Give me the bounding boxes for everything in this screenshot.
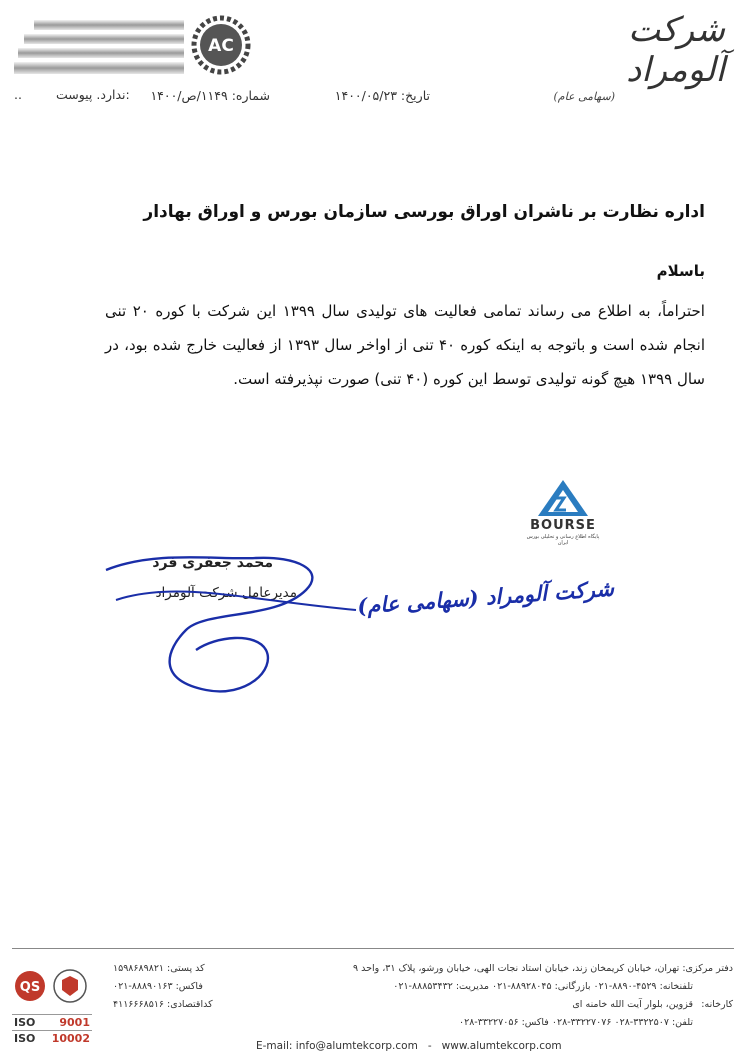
company-type: (سهامی عام) — [553, 90, 615, 103]
number-label: شماره: — [231, 88, 270, 103]
iso-label: ISO — [14, 1032, 36, 1045]
fax: فاکس: ۸۸۸۹۰۱۶۳-۰۲۱ — [113, 981, 203, 992]
iso-value: 9001 — [59, 1016, 90, 1029]
date-value: ۱۴۰۰/۰۵/۲۳ — [334, 88, 397, 103]
qs-logo-text: QS — [19, 980, 41, 995]
company-name: شرکت آلومراد — [626, 10, 725, 90]
iso-certifications — [12, 1014, 92, 1046]
footer-row-phones — [113, 978, 733, 996]
footer-divider — [12, 948, 734, 949]
factory-address: قزوین، بلوار آیت الله خامنه ای — [572, 999, 693, 1010]
website-link[interactable]: www.alumtekcorp.com — [441, 1040, 562, 1052]
body-paragraph: احتراماً، به اطلاع می رساند تمامی فعالیت های تولیدی سال ۱۳۹۹ این شرکت با کوره ۲۰ تنی انجام شده است و باتوجه به اینکه کوره ۴۰ تنی از اواخر سال ۱۳۹۳ از فعالیت خارج شده بود، در سال ۱۳۹۹ هیچ گونه تولیدی توسط این کوره (۴۰ تنی) صورت نپذیرفته است. — [105, 302, 705, 388]
ac-logo-text: AC — [208, 36, 234, 56]
reference-date — [335, 88, 430, 103]
footer-row-factory — [113, 996, 733, 1014]
signer-title: مدیرعامل شرکت آلومراد — [155, 585, 297, 601]
greeting: باسلام — [656, 262, 705, 280]
attachment-line — [14, 87, 130, 102]
bourse-caption: پایگاه اطلاع رسانی و تحلیلی بورس ایران — [526, 534, 600, 546]
metal-bars-graphic — [14, 16, 184, 80]
signer-name: محمد جعفری فرد — [152, 555, 273, 571]
recipient: اداره نظارت بر ناشران اوراق بورسی سازمان بورس و اوراق بهادار — [143, 202, 705, 222]
attachment-value: ..ندارد. — [14, 87, 126, 102]
footer-contact — [113, 960, 733, 1032]
email-link[interactable]: E-mail: info@alumtekcorp.com — [256, 1040, 418, 1052]
postal-code: کد پستی: ۱۵۹۸۶۸۹۸۲۱ — [113, 963, 205, 974]
factory-phones: تلفن: ۳۳۲۲۵۰۷-۰۲۸ ۳۳۲۲۷۰۷۶-۰۲۸ فاکس: ۳۳۲۲۷۰۵۶-۰۲۸ — [458, 1017, 693, 1028]
iso-label: ISO — [14, 1016, 36, 1029]
web-contact: E-mail: info@alumtekcorp.com - www.alumtekcorp.com — [256, 1040, 562, 1052]
date-label: تاریخ: — [400, 88, 430, 103]
stamp-text: شرکت آلومراد (سهامی عام) — [356, 575, 615, 619]
head-office-label: دفتر مرکزی: — [682, 963, 733, 974]
bourse-name: BOURSE — [530, 518, 596, 533]
bourse-logo — [518, 478, 608, 548]
head-office-address: تهران، خیابان کریمخان زند، خیابان استاد نجات الهی، خیابان ورشو، پلاک ۳۱، واحد ۹ — [352, 963, 680, 974]
number-value: ۱۱۴۹/ص/۱۴۰۰ — [150, 88, 228, 103]
company-logotype — [535, 10, 725, 102]
attachment-label: پیوست: — [55, 87, 130, 102]
iso-value: 10002 — [51, 1032, 90, 1045]
iso-row — [12, 1014, 92, 1030]
footer-row-factory-phones — [113, 1014, 733, 1032]
qs-iso-logo — [12, 962, 92, 1010]
head-office-phones: تلفنخانه: ۴۵۲۹-۸۸۹۰-۰۲۱ بازرگانی: ۸۸۹۲۸۰۴۵-۰۲۱ مدیریت: ۸۸۸۵۳۴۳۲-۰۲۱ — [393, 981, 693, 992]
economic-code: کداقتصادی: ۴۱۱۶۶۶۸۵۱۶ — [113, 999, 213, 1010]
footer-row-head-office — [113, 960, 733, 978]
ac-gear-logo — [192, 16, 250, 74]
factory-label: کارخانه: — [701, 999, 733, 1010]
letter-body — [105, 294, 705, 396]
reference-number — [150, 88, 270, 103]
iso-row — [12, 1030, 92, 1046]
bourse-mark-icon — [518, 478, 608, 518]
